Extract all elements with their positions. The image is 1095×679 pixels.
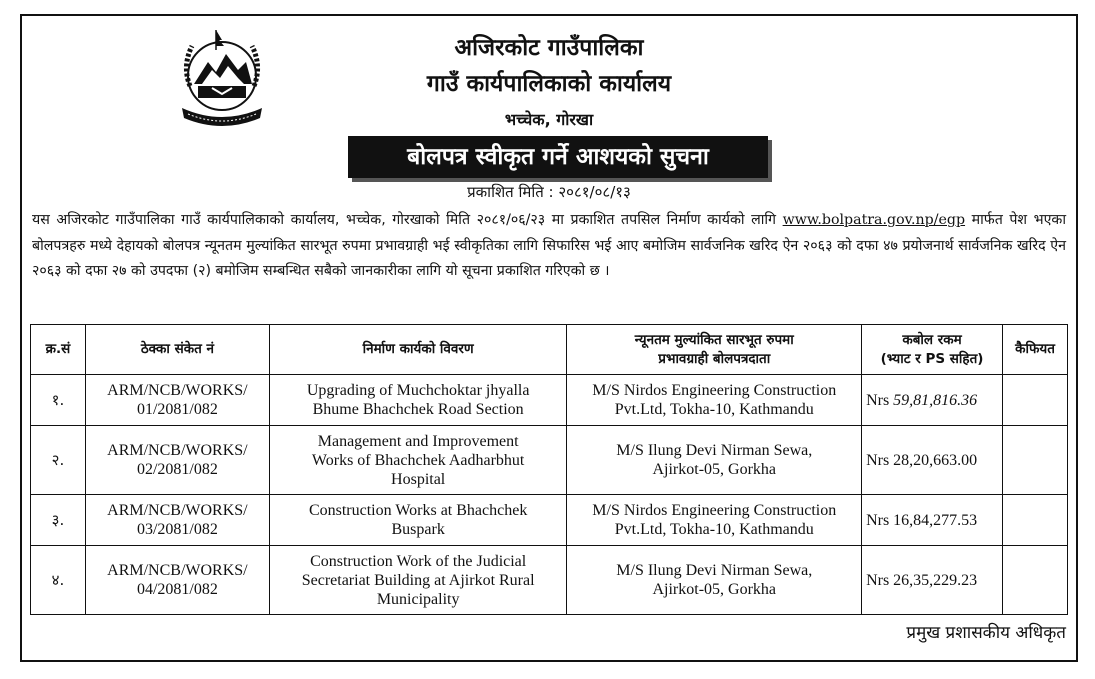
row-desc-line2: Buspark (391, 521, 445, 538)
row-code-line2: 02/2081/082 (136, 461, 218, 478)
row-bidder (567, 495, 862, 546)
row-amount-value: 26,35,229.23 (893, 571, 978, 589)
row-sn: २. (31, 426, 86, 495)
row-remarks (1003, 426, 1068, 495)
egp-link[interactable]: www.bolpatra.gov.np/egp (782, 212, 966, 228)
col-header-amount-line1: कबोल रकम (902, 331, 962, 348)
row-description (269, 375, 567, 426)
notice-title-banner: बोलपत्र स्वीकृत गर्ने आशयको सुचना (348, 136, 768, 178)
row-bidder-line1: M/S Ilung Devi Nirman Sewa, (616, 442, 813, 459)
row-bidder-line1: M/S Nirdos Engineering Construction (592, 502, 837, 519)
row-description (269, 426, 567, 495)
row-code (85, 546, 269, 615)
row-desc-line1: Management and Improvement (317, 432, 519, 450)
intro-paragraph (32, 208, 1066, 285)
row-remarks (1003, 495, 1068, 546)
col-header-bidder (567, 325, 862, 375)
row-bidder-line1: M/S Ilung Devi Nirman Sewa, (616, 562, 813, 579)
row-remarks (1003, 375, 1068, 426)
table-row (31, 426, 1068, 495)
office-name: अजिरकोट गाउँपालिका (454, 35, 644, 61)
row-amount-prefix: Nrs (866, 391, 890, 409)
table-row (31, 495, 1068, 546)
col-header-sn: क्र.सं (31, 325, 86, 375)
row-desc-line2: Bhume Bhachchek Road Section (312, 401, 524, 418)
intro-text-part2: मार्फत पेश भएका बोलपत्रहरु मध्ये देहायको बोलपत्र न्यूनतम मुल्यांकित सारभूत रुपमा प्रभावग्राही भई स्वीकृतिका लागि सिफारिस भई आए बमोजिम सार्वजनिक खरिद ऐन २०६३ को दफा ४७ प्रयोजनार्थ सार्वजनिक खरिद ऐन २०६३ को दफा २७ को उपदफा (२) बमोजिम सम्बन्धित सबैको जानकारीका लागि यो सूचना प्रकाशित गरिएको छ । (32, 212, 1066, 279)
row-amount-prefix: Nrs (866, 511, 890, 529)
office-location: भच्चेक, गोरखा (504, 110, 594, 129)
row-bidder-line1: M/S Nirdos Engineering Construction (592, 382, 837, 399)
table-row (31, 546, 1068, 615)
row-code-line2: 01/2081/082 (136, 401, 218, 418)
published-date: प्रकाशित मिति : २०८१/०८/१३ (467, 183, 631, 201)
row-bidder (567, 375, 862, 426)
table-row (31, 375, 1068, 426)
row-sn: ३. (31, 495, 86, 546)
col-header-description: निर्माण कार्यको विवरण (269, 325, 567, 375)
row-code (85, 495, 269, 546)
row-desc-line3: Municipality (376, 590, 460, 608)
row-desc-line2: Secretariat Building at Ajirkot Rural (301, 571, 535, 589)
row-code-line1: ARM/NCB/WORKS/ (107, 442, 248, 459)
row-description (269, 495, 567, 546)
row-amount (862, 426, 1003, 495)
row-amount-value: 59,81,816.36 (893, 391, 978, 409)
row-sn: १. (31, 375, 86, 426)
intro-text-part1: यस अजिरकोट गाउँपालिका गाउँ कार्यपालिकाको कार्यालय, भच्चेक, गोरखाको मिति २०८१/०६/२३ मा प्रकाशित तपसिल निर्माण कार्यको लागि (32, 212, 777, 228)
row-desc-line1: Upgrading of Muchchoktar jhyalla (306, 382, 530, 399)
office-subtitle: गाउँ कार्यपालिकाको कार्यालय (426, 71, 672, 97)
row-code-line2: 03/2081/082 (136, 521, 218, 538)
row-code-line1: ARM/NCB/WORKS/ (107, 562, 248, 579)
col-header-bidder-line1: न्यूनतम मुल्यांकित सारभूत रुपमा (634, 331, 794, 348)
row-bidder (567, 546, 862, 615)
award-table (30, 324, 1068, 615)
col-header-bidder-line2: प्रभावग्राही बोलपत्रदाता (658, 350, 771, 367)
row-bidder-line2: Ajirkot-05, Gorkha (652, 581, 777, 598)
row-amount-value: 28,20,663.00 (893, 451, 978, 469)
table-header-row (31, 325, 1068, 375)
row-amount (862, 546, 1003, 615)
row-code-line1: ARM/NCB/WORKS/ (107, 502, 248, 519)
row-remarks (1003, 546, 1068, 615)
row-code-line1: ARM/NCB/WORKS/ (107, 382, 248, 399)
row-amount-value: 16,84,277.53 (893, 511, 978, 529)
row-amount-prefix: Nrs (866, 571, 890, 589)
row-code (85, 426, 269, 495)
row-bidder-line2: Pvt.Ltd, Tokha-10, Kathmandu (614, 521, 814, 538)
row-code-line2: 04/2081/082 (136, 581, 218, 598)
row-desc-line2: Works of Bhachchek Aadharbhut (311, 451, 525, 469)
signatory: प्रमुख प्रशासकीय अधिकृत (906, 623, 1066, 643)
col-header-amount-line2: (भ्याट र PS सहित) (880, 350, 984, 367)
row-desc-line1: Construction Work of the Judicial (310, 552, 527, 570)
row-desc-line1: Construction Works at Bhachchek (308, 502, 528, 519)
col-header-code: ठेक्का संकेत नं (85, 325, 269, 375)
col-header-amount (862, 325, 1003, 375)
row-bidder (567, 426, 862, 495)
col-header-remarks: कैफियत (1003, 325, 1068, 375)
row-description (269, 546, 567, 615)
row-bidder-line2: Pvt.Ltd, Tokha-10, Kathmandu (614, 401, 814, 418)
row-amount-prefix: Nrs (866, 451, 890, 469)
row-sn: ४. (31, 546, 86, 615)
row-amount (862, 375, 1003, 426)
row-bidder-line2: Ajirkot-05, Gorkha (652, 461, 777, 478)
notice-frame (20, 14, 1078, 662)
row-desc-line3: Hospital (391, 470, 446, 488)
row-code (85, 375, 269, 426)
row-amount (862, 495, 1003, 546)
